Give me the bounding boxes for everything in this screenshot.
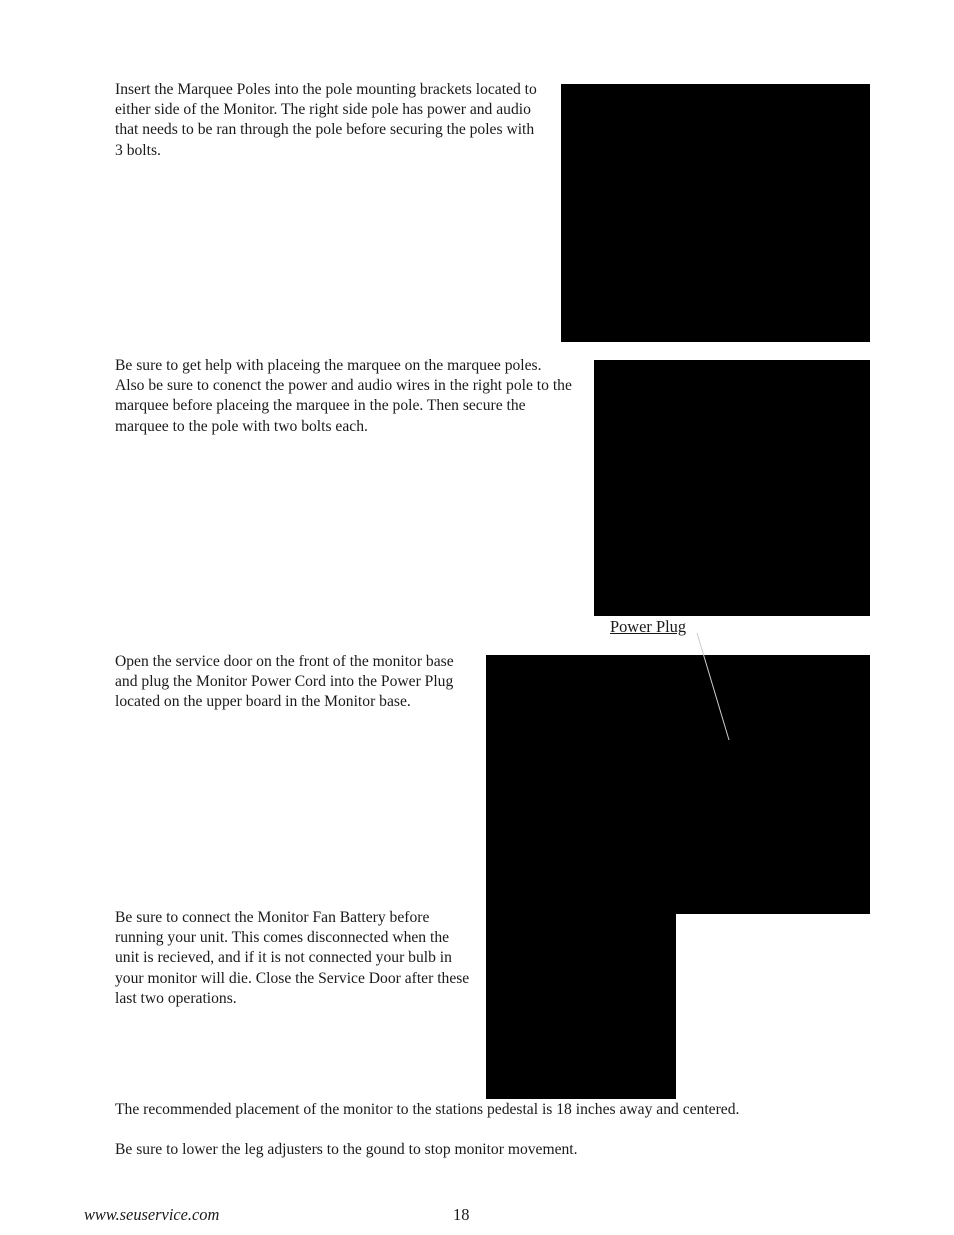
power-plug-callout: Power Plug (610, 617, 687, 636)
marquee-instructions: Be sure to get help with placeing the marquee on the marquee poles. Also be sure to conenct the power and audio wires in the right pole to the marquee before placeing the marquee in the pole. Then secure the marquee to the pole with two bolts each. (115, 357, 572, 435)
footer-website: www.seuservice.com (84, 1205, 220, 1224)
fan-battery-photo (486, 914, 676, 1099)
poles-instructions: Insert the Marquee Poles into the pole mounting brackets located to either side of the Monitor. The right side pole has power and audio that needs to be ran through the pole before securing the poles with 3 bolts. (115, 81, 537, 159)
power-cord-instructions: Open the service door on the front of the monitor base and plug the Monitor Power Cord into the Power Plug located on the upper board in the Monitor base. (115, 653, 454, 711)
placement-note: The recommended placement of the monitor to the stations pedestal is 18 inches away and centered. (115, 1101, 740, 1118)
leg-adjusters-note: Be sure to lower the leg adjusters to the gound to stop monitor movement. (115, 1141, 578, 1158)
page-number: 18 (453, 1205, 470, 1224)
fan-battery-instructions: Be sure to connect the Monitor Fan Battery before running your unit. This comes disconnected when the unit is recieved, and if it is not connected your bulb in your monitor will die. Close the Service Door after these last two operations. (115, 909, 470, 1007)
